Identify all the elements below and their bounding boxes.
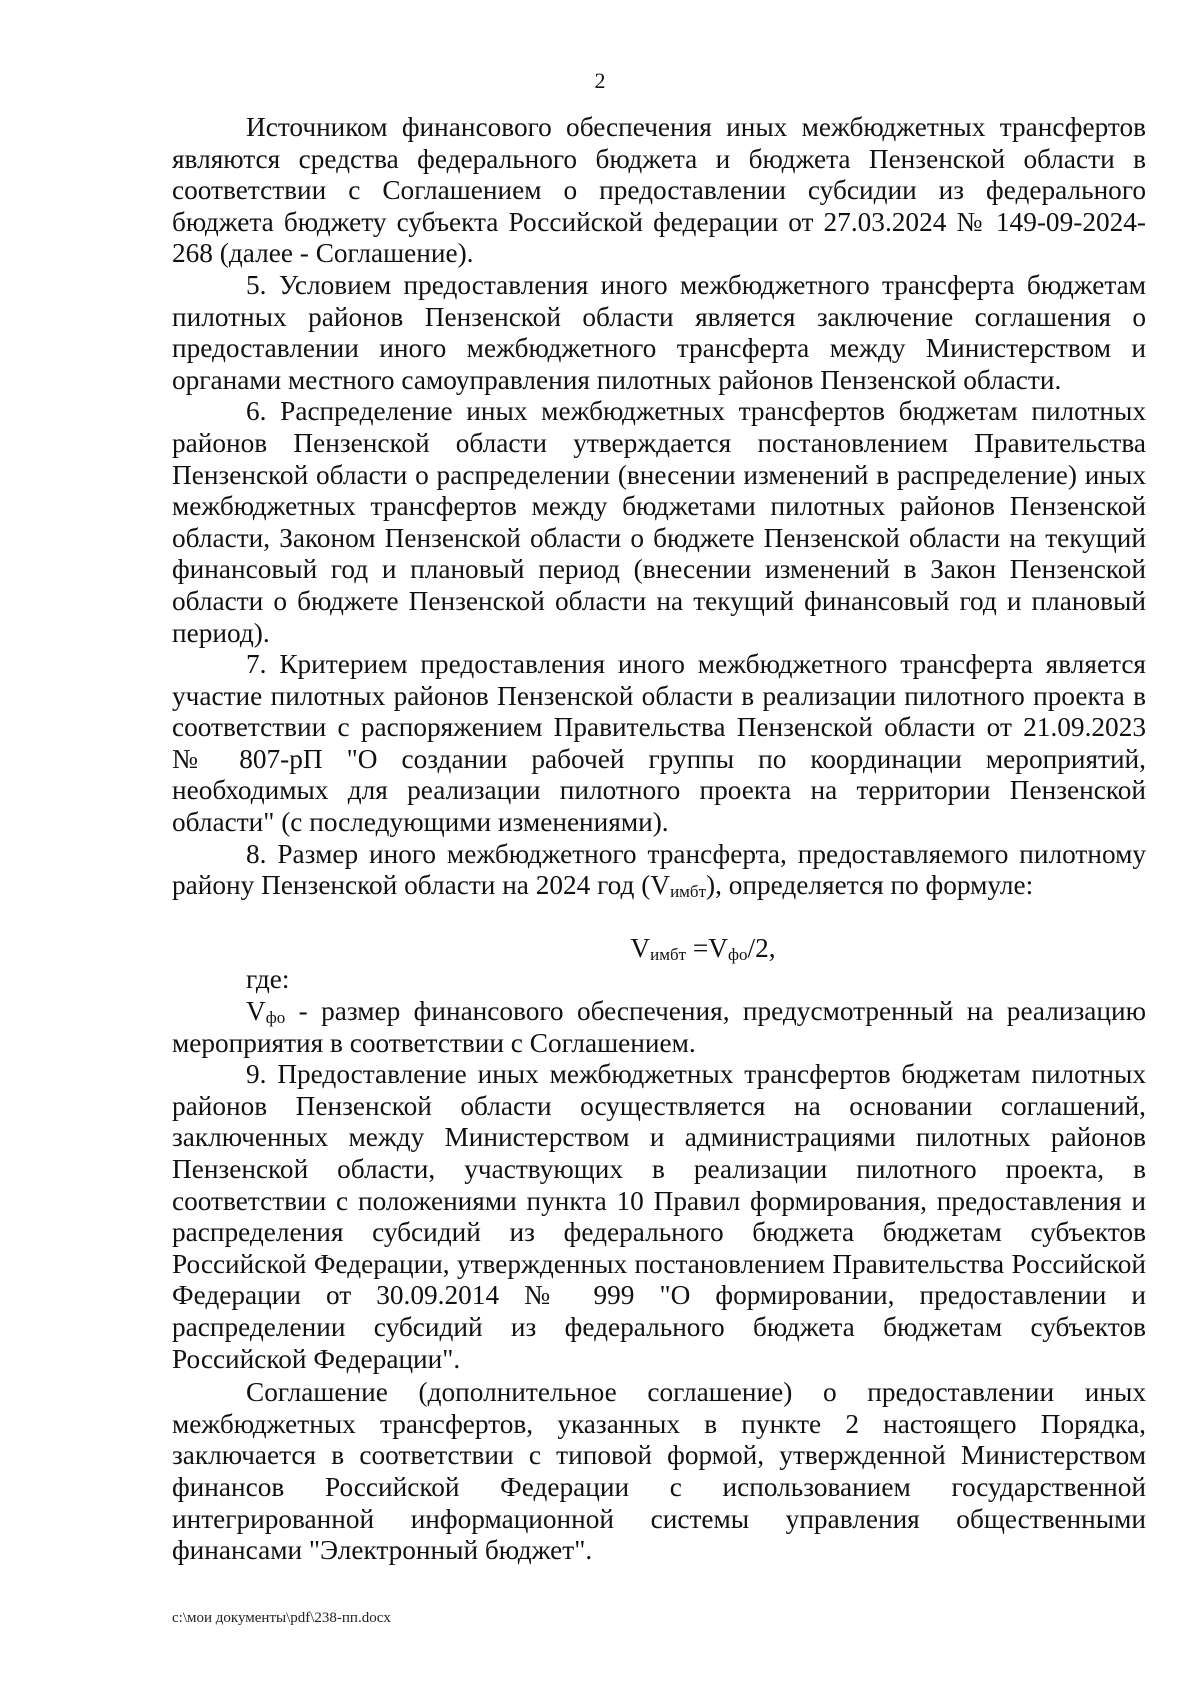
paragraph-5: 5. Условием предоставления иного межбюджетного трансферта бюджетам пилотных районов Пензенской области является заключение соглашения о предоставлении иного межбюджетного трансферта между Министерством и органами местного самоуправления пилотных районов Пензенской области. [172,269,1146,395]
page-number: 2 [594,68,606,93]
formula [172,933,1146,965]
formula-v1: V [630,932,651,963]
paragraph-8 [172,839,1146,902]
vfo-definition [172,996,1146,1059]
where-label: где: [246,964,290,995]
paragraph-funding-source: Источником финансового обеспечения иных межбюджетных трансфертов являются средства федерального бюджета и бюджета Пензенской области в соответствии с Соглашением о предоставлении субсидии из федерального бюджета бюджету субъекта Российской федерации от 27.03.2024 № 149-09-2024-268 (далее - Соглашение). [172,112,1146,269]
paragraph-9: 9. Предоставление иных межбюджетных трансфертов бюджетам пилотных районов Пензенской области осуществляется на основании соглашений, заключенных между Министерством и администрациями пилотных районов Пензенской области, участвующих в реализации пилотного проекта, в соответствии с положениями пункта 10 Правил формирования, предоставления и распределения субсидий из федерального бюджета бюджетам субъектов Российской Федерации, утвержденных постановлением Правительства Российской Федерации от 30.09.2014 № 999 "О формировании, предоставлении и распределении субсидий из федерального бюджета бюджетам субъектов Российской Федерации". [172,1059,1146,1374]
document-body [172,112,1146,1567]
vfo-subscript: фо [265,1008,286,1028]
formula-sub2: фо [728,944,748,964]
paragraph-8-text-b: ), определяется по формуле: [706,870,1034,901]
formula-end: /2, [747,932,776,963]
paragraph-agreement: Соглашение (дополнительное соглашение) о предоставлении иных межбюджетных трансфертов, указанных в пункте 2 настоящего Порядка, заключается в соответствии с типовой формой, утвержденной Министерством финансов Российской Федерации с использованием государственной интегрированной информационной системы управления общественными финансами "Электронный бюджет". [172,1377,1146,1566]
formula-mid: =V [686,932,728,963]
vfo-v: V [246,996,266,1027]
paragraph-6: 6. Распределение иных межбюджетных трансфертов бюджетам пилотных районов Пензенской области утверждается постановлением Правительства Пензенской области о распределении (внесении изменений в распределение) иных межбюджетных трансфертов между бюджетами пилотных районов Пензенской области, Законом Пензенской области о бюджете Пензенской области на текущий финансовый год и плановый период (внесении изменений в Закон Пензенской области о бюджете Пензенской области на текущий финансовый год и плановый период). [172,396,1146,648]
paragraph-7: 7. Критерием предоставления иного межбюджетного трансферта является участие пилотных районов Пензенской области в реализации пилотного проекта в соответствии с распоряжением Правительства Пензенской области от 21.09.2023 № 807-рП "О создании рабочей группы по координации мероприятий, необходимых для реализации пилотного проекта на территории Пензенской области" (с последующими изменениями). [172,649,1146,838]
footer-file-path: c:\мои документы\pdf\238-пп.docx [172,1610,391,1626]
paragraph-8-text-a: 8. Размер иного межбюджетного трансферта, предоставляемого пилотному району Пензенской области на 2024 год (V [172,838,1146,901]
formula-sub1: имбт [650,944,687,964]
paragraph-8-subscript: имбт [670,882,706,902]
vfo-text: - размер финансового обеспечения, предусмотренный на реализацию мероприятия в соответствии с Соглашением. [172,996,1146,1058]
